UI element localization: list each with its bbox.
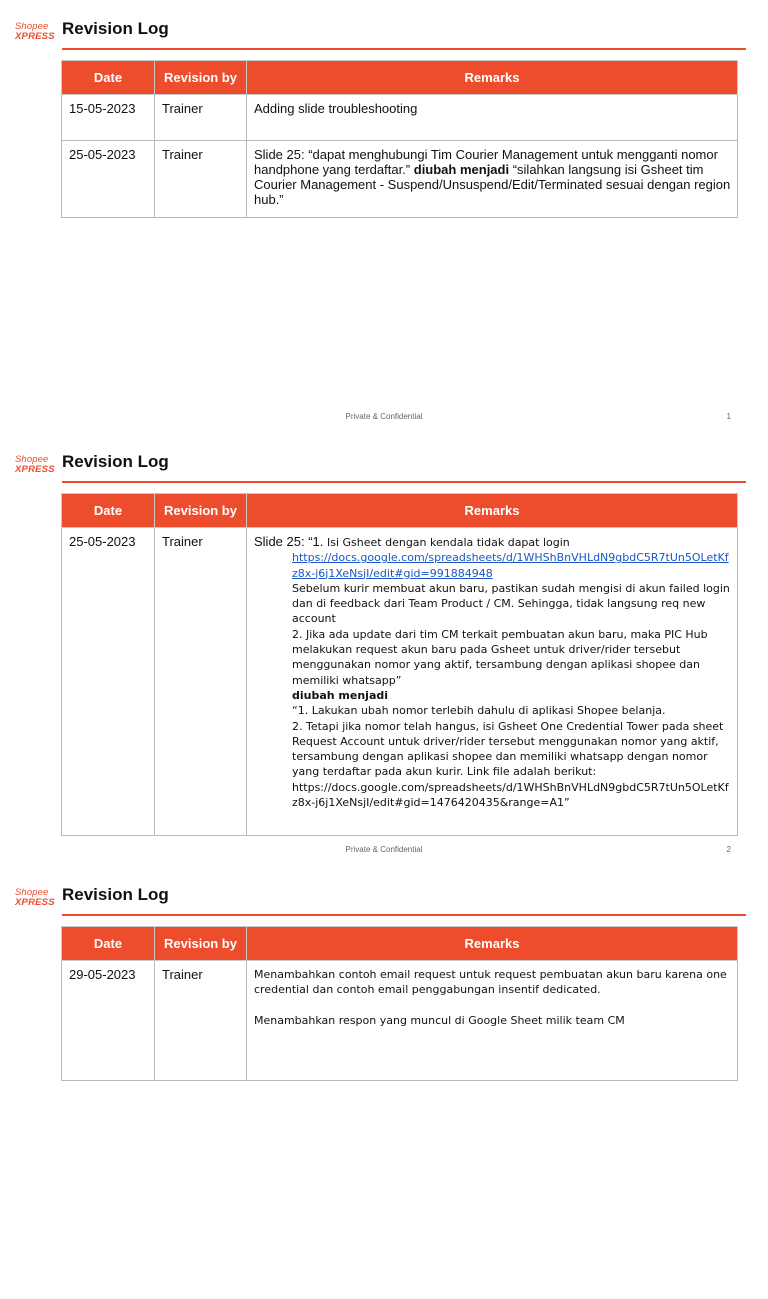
cell-date: 25-05-2023 xyxy=(62,141,155,218)
cell-remarks: Menambahkan contoh email request untuk request pembuatan akun baru karena one credential dan contoh email penggabungan insentif dedicated. Menambahkan respon yang muncul di Google Sheet milik team CM xyxy=(247,961,738,1081)
cell-remarks: Slide 25: “1. Isi Gsheet dengan kendala tidak dapat login https://docs.google.com/spreadsheets/d/1WHShBnVHLdN9gbdC5R7tUn5OLetKfz8x-j6j1XeNsjI/edit#gid=991884948 Sebelum kurir membuat akun baru, pastikan sudah mengisi di akun failed login dan di feedback dari Team Product / CM. Sehingga, tidak langsung req new account 2. Jika ada update dari tim CM terkait pembuatan akun baru, maka PIC Hub melakukan request akun baru pada Gsheet untuk driver/rider tersebut menggunakan nomor yang aktif, tersambung dengan aplikasi shopee dan memiliki whatsapp” diubah menjadi “1. Lakukan ubah nomor terlebih dahulu di aplikasi Shopee belanja. 2. Tetapi jika nomor telah hangus, isi Gsheet One Credential Tower pada sheet Request Account untuk driver/rider tersebut menggunakan nomor yang aktif, tersambung dengan aplikasi shopee dan memiliki whatsapp dengan nomor yang terdaftar pada akun kurir. Link file adalah berikut: https://docs.google.com/spreadsheets/d/1WHShBnVHLdN9gbdC5R7tUn5OLetKfz8x-j6j1XeNsjI/edit#gid=1476420435&range=A1” xyxy=(247,528,738,836)
table-header-row xyxy=(62,61,738,95)
gsheet-url-text: https://docs.google.com/spreadsheets/d/1WHShBnVHLdN9gbdC5R7tUn5OLetKfz8x-j6j1XeNsjI/edit#gid=1476420435&range=A1” xyxy=(292,780,729,810)
header-date: Date xyxy=(62,61,155,95)
revision-table xyxy=(61,926,738,1081)
header-remarks: Remarks xyxy=(247,61,738,95)
cell-remarks: Adding slide troubleshooting xyxy=(247,95,738,141)
page-number: 1 xyxy=(726,412,731,421)
header-revision-by: Revision by xyxy=(155,927,247,961)
page-title: Revision Log xyxy=(62,19,169,38)
cell-revision-by: Trainer xyxy=(155,961,247,1081)
slide-3 xyxy=(0,866,768,1299)
title-divider xyxy=(62,481,746,483)
gsheet-link[interactable]: https://docs.google.com/spreadsheets/d/1WHShBnVHLdN9gbdC5R7tUn5OLetKfz8x-j6j1XeNsjI/edit#gid=991884948 xyxy=(292,551,729,580)
header-revision-by: Revision by xyxy=(155,494,247,528)
slide-1 xyxy=(0,0,768,433)
table-row xyxy=(62,141,738,218)
cell-revision-by: Trainer xyxy=(155,141,247,218)
title-divider xyxy=(62,48,746,50)
table-header-row xyxy=(62,927,738,961)
revision-table xyxy=(61,60,738,218)
page-title: Revision Log xyxy=(62,452,169,471)
cell-date: 29-05-2023 xyxy=(62,961,155,1081)
footer-confidential: Private & Confidential xyxy=(345,412,423,421)
page-title: Revision Log xyxy=(62,885,169,904)
cell-date: 15-05-2023 xyxy=(62,95,155,141)
cell-revision-by: Trainer xyxy=(155,95,247,141)
header-revision-by: Revision by xyxy=(155,61,247,95)
slide-2 xyxy=(0,433,768,866)
shopee-xpress-logo: Shopee XPRESS xyxy=(15,21,55,42)
header-remarks: Remarks xyxy=(247,494,738,528)
cell-revision-by: Trainer xyxy=(155,528,247,836)
footer-confidential: Private & Confidential xyxy=(345,845,423,854)
table-header-row xyxy=(62,494,738,528)
header-remarks: Remarks xyxy=(247,927,738,961)
page-number: 2 xyxy=(726,845,731,854)
remarks-lead: Slide 25: “1. xyxy=(254,534,324,549)
table-row xyxy=(62,528,738,836)
shopee-xpress-logo: Shopee XPRESS xyxy=(15,887,55,908)
table-row xyxy=(62,961,738,1081)
shopee-xpress-logo: Shopee XPRESS xyxy=(15,454,55,475)
cell-remarks: Slide 25: “dapat menghubungi Tim Courier Management untuk mengganti nomor handphone yang terdaftar.” diubah menjadi “silahkan langsung isi Gsheet tim Courier Management - Suspend/Unsuspend/Edit/Terminated sesuai dengan region hub.” xyxy=(247,141,738,218)
header-date: Date xyxy=(62,494,155,528)
revision-table xyxy=(61,493,738,836)
table-row xyxy=(62,95,738,141)
title-divider xyxy=(62,914,746,916)
header-date: Date xyxy=(62,927,155,961)
cell-date: 25-05-2023 xyxy=(62,528,155,836)
